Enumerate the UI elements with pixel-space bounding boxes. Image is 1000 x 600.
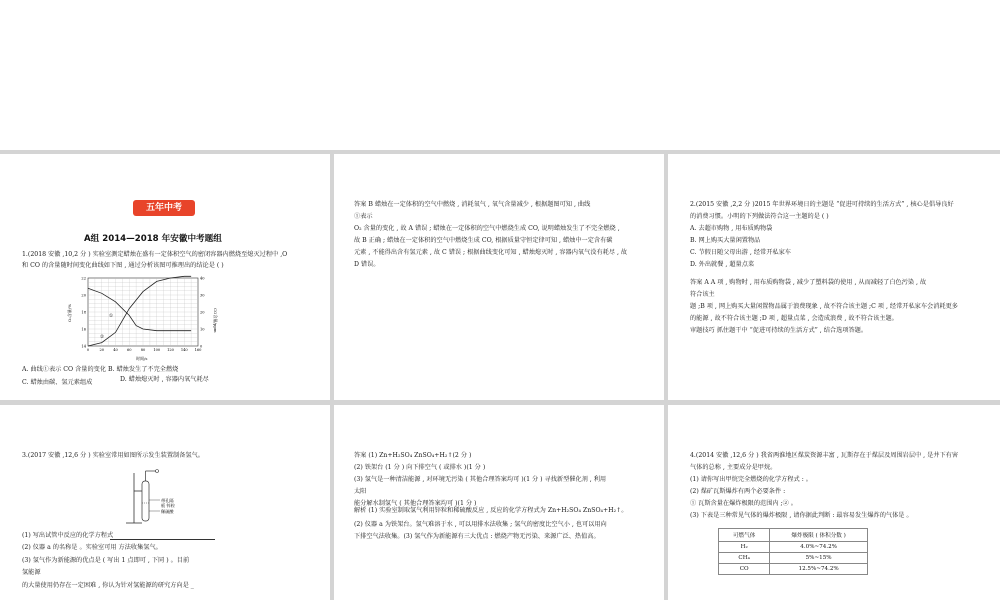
series-o2-line (88, 288, 191, 331)
answer-3-line-4: 太阳 (354, 488, 367, 495)
page-6[interactable] (668, 405, 1000, 600)
answer-1-line-6: D 错误。 (354, 261, 380, 268)
answer-blank-1[interactable] (110, 531, 215, 540)
answer-3-line-5: 能分解水制氢气 ( 其他合理答案均可 )(1 分 ) (354, 500, 477, 507)
table-row (719, 564, 868, 575)
y2-tick-label: 30 (200, 293, 205, 298)
table-cell-limit: 4.0%~74.2% (770, 542, 868, 553)
label-zinc: 板 锌粒 (161, 503, 175, 508)
y2-tick-label: 10 (200, 327, 205, 332)
question-2-line-2: 的消费习惯。小明的下列做法符合这一主题的是 ( ) (690, 213, 829, 220)
answer-2-line-3: 题 ;B 项 , 网上购买大量闲置物品属于浪费现象 , 故不符合该主题 ;C 项 , 经常开私家车会消耗更多 (690, 303, 958, 310)
y2-tick-label: 20 (200, 310, 205, 315)
analysis-3-line-1: 解析 (1) 实验室制取氢气利用锌粒和稀硫酸反应 , 反应的化学方程式为 Zn+H₂SO₄ ZnSO₄+H₂↑。 (354, 507, 628, 514)
x-tick-label: 140 (180, 348, 188, 352)
page-5[interactable] (334, 405, 664, 600)
answer-1-line-3: O₂ 含量的变化 , 故 A 错误 ; 蜡烛在一定体积的空气中燃烧生成 CO, 说明蜡烛发生了不完全燃烧 , (354, 225, 620, 232)
option-a-b: A. 曲线①表示 CO 含量的变化 B. 蜡烛发生了不完全燃烧 (22, 366, 179, 373)
x-tick-label: 20 (99, 348, 105, 352)
answer-2-line-4: 的能源 , 故不符合该主题 ;D 项 , 超量点菜 , 会造成浪费 , 故不符合该主题。 (690, 315, 898, 322)
label-acid: 稀硫酸 (161, 509, 174, 514)
answer-2-line-1: 答案 A A 项 , 购物时 , 用布质购物袋 , 减少了塑料袋的使用 , 从而减轻了白色污染 , 故 (690, 279, 927, 286)
question-4-part-2: (2) 煤矿瓦斯爆炸有两个必要条件 : (690, 488, 786, 495)
answer-1-line-1: 答案 B 蜡烛在一定体积的空气中燃烧 , 消耗氧气 , 氧气含量减少 , 根据题图可知 , 曲线 (354, 201, 591, 208)
x-tick-label: 120 (167, 348, 174, 352)
analysis-3-line-3: 下排空气法收集。(3) 氢气作为新能源有三大优点 : 燃烧产物无污染、来源广泛、热值高。 (354, 533, 600, 540)
o2-co-chart (68, 272, 218, 362)
answer-1-line-2: ①表示 (354, 213, 373, 220)
label-plate: 带孔隔 (161, 498, 174, 503)
page-4[interactable] (0, 405, 330, 600)
table-cell-limit: 12.5%~74.2% (770, 564, 868, 575)
x-tick-label: 100 (153, 348, 161, 352)
question-1-line-2: 和 CO 的含量随时间变化曲线如下图 , 通过分析该图可推理出的结论是 ( ) (22, 262, 224, 269)
question-3-part-3: (3) 氢气作为新能源的优点是 ( 写出 1 点即可 , 下同 ) 。目前 (22, 557, 190, 564)
question-2-option-a: A. 去超市购物 , 用布质购物袋 (690, 225, 773, 232)
answer-2-line-2: 符合该主 (690, 291, 715, 298)
table-header-limit: 爆炸极限 ( 体积分数 ) (770, 529, 868, 542)
question-4-part-1: (1) 请你写出甲烷完全燃烧的化学方程式 : 。 (690, 476, 812, 483)
table-header-row (719, 529, 868, 542)
y-axis-label: O₂含量/% (67, 303, 72, 322)
answer-3-line-2: (2) 铁架台 (1 分 ) 向下排空气 ( 或排水 )(1 分 ) (354, 464, 486, 471)
question-4-line-1: 4.(2014 安徽 ,12,6 分 ) 我省两淮地区煤炭资源丰富 , 瓦斯存在于煤层及周围岩层中 , 是井下有害 (690, 452, 959, 459)
table-row (719, 553, 868, 564)
y-tick-label: 18 (81, 310, 86, 315)
question-3-part-1: (1) 写出试管中反应的化学方程式 (22, 532, 114, 539)
table-cell-gas: CH₄ (719, 553, 770, 564)
page-1[interactable] (0, 154, 330, 400)
section-badge: 五年中考 (133, 200, 195, 216)
question-2-option-c: C. 节假日随父母出游 , 经常开私家车 (690, 249, 791, 256)
answer-1-line-4: 故 B 正确 ; 蜡烛在一定体积的空气中燃烧生成 CO, 根据质量守恒定律可知 , 蜡烛中一定含有碳 (354, 237, 613, 244)
x-tick-label: 0 (86, 348, 90, 352)
question-2-line-1: 2.(2015 安徽 ,2,2 分 )2015 年世界环境日的主题是 “促进可持续的生活方式” , 核心是倡导良好 (690, 201, 954, 208)
group-heading: A组 2014—2018 年安徽中考题组 (84, 234, 222, 244)
table-cell-gas: CO (719, 564, 770, 575)
y-tick-label: 20 (81, 293, 86, 298)
question-3-part-3-end: 的大量使用仍存在一定困难 , 你认为针对氢能源的研究方向是 _ (22, 582, 194, 589)
y2-axis-label: CO含量/ppm (213, 308, 218, 333)
explosion-limit-table (718, 528, 868, 575)
x-axis-label: 时间/s (136, 356, 148, 361)
y-tick-label: 22 (81, 276, 86, 281)
y-tick-label: 14 (81, 344, 86, 349)
answer-3-line-3: (3) 氢气是一种清洁能源 , 对环境无污染 ( 其他合理答案均可 )(1 分 ) 寻找新型催化剂 , 利用 (354, 476, 607, 483)
question-2-option-d: D. 外出就餐 , 超量点菜 (690, 261, 755, 268)
x-tick-label: 40 (113, 348, 118, 352)
x-tick-label: 160 (194, 348, 202, 352)
option-d: D. 蜡烛熄灭时 , 容器内氧气耗尽 (120, 376, 209, 383)
page-3[interactable] (668, 154, 1000, 400)
series-label-1: ① (109, 314, 114, 319)
analysis-3-line-2: (2) 仪器 a 为铁架台。氢气难溶于水 , 可以用排水法收集 ; 氢气的密度比空气小 , 也可以用向 (354, 521, 607, 528)
exam-tip: 审题技巧 抓住题干中 “促进可持续的生活方式” , 结合选项答题。 (690, 327, 868, 334)
answer-1-line-5: 元素 , 不能得出含有氢元素 , 故 C 错误 ; 根据曲线变化可知 , 蜡烛熄灭时 , 容器内氧气没有耗尽 , 故 (354, 249, 628, 256)
x-tick-label: 80 (140, 348, 146, 352)
hydrogen-apparatus-figure (112, 467, 192, 525)
table-cell-limit: 5%~15% (770, 553, 868, 564)
question-3-stem: 3.(2017 安徽 ,12,6 分 ) 实验室常用如图所示发生装置制备氢气。 (22, 452, 204, 459)
question-3-part-2: (2) 仪器 a 的名称是 。实验室可用 方法收集氢气。 (22, 544, 162, 551)
y2-tick-label: 40 (200, 276, 205, 281)
question-4-part-2-conditions: ① 瓦斯含量在爆炸极限的范围内 ;② 。 (690, 500, 797, 507)
table-row (719, 542, 868, 553)
question-1-line-1: 1.(2018 安徽 ,10,2 分 ) 实验室测定蜡烛在盛有一定体积空气的密闭容器内燃烧至熄灭过程中 ,O (22, 251, 288, 258)
table-cell-gas: H₂ (719, 542, 770, 553)
y2-tick-label: 0 (200, 344, 203, 349)
question-2-option-b: B. 网上购买大量闲置物品 (690, 237, 761, 244)
option-c: C. 蜡烛由碳、氢元素组成 (22, 379, 93, 386)
question-3-part-3-cont: 氢能源 (22, 569, 41, 576)
page-2[interactable] (334, 154, 664, 400)
question-4-line-2: 气体的总称 , 主要成分是甲烷。 (690, 464, 777, 471)
question-4-part-3: (3) 下表是三种常见气体的爆炸极限 , 请你据此判断 : 最容易发生爆炸的气体是 。 (690, 512, 913, 519)
y-tick-label: 16 (81, 327, 86, 332)
series-label-2: ② (100, 335, 105, 340)
table-header-gas: 可燃气体 (719, 529, 770, 542)
answer-3-line-1: 答案 (1) Zn+H₂SO₄ ZnSO₄+H₂↑(2 分 ) (354, 452, 472, 459)
x-tick-label: 60 (126, 348, 132, 352)
